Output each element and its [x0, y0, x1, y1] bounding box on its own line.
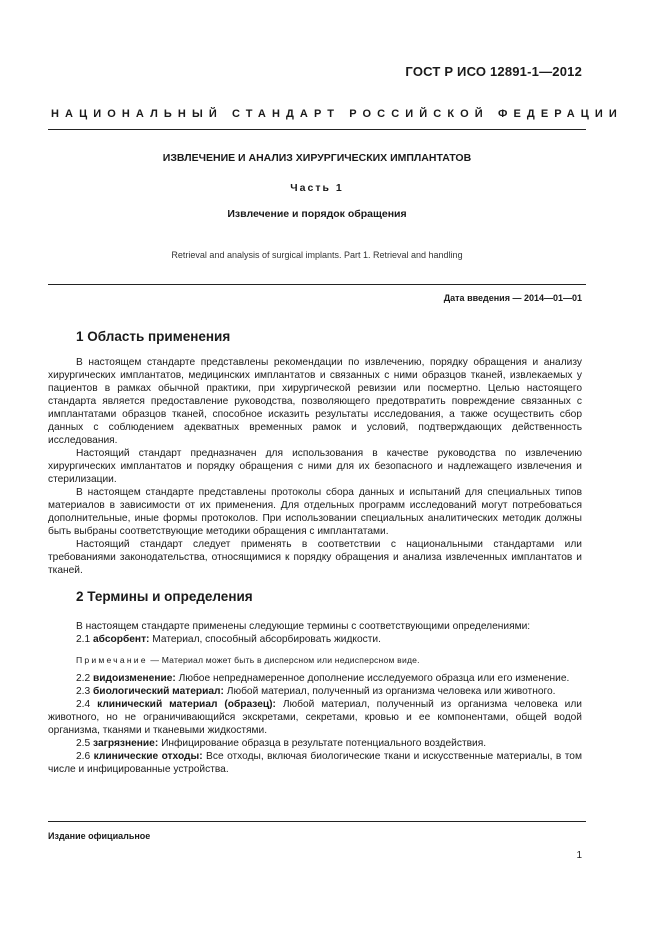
section1-paragraph: Настоящий стандарт предназначен для использования в качестве руководства по извлечению хирургических имплантатов и порядку обращения с ними для их безопасного и надлежащего извлечения и стерилизации.	[48, 448, 582, 485]
section2-body	[48, 620, 582, 776]
note-label: Примечание	[76, 655, 148, 665]
section1-body	[48, 356, 582, 577]
footer-divider	[48, 821, 586, 822]
note-text: — Материал может быть в дисперсном или недисперсном виде.	[147, 655, 420, 665]
term-definition: Материал, способный абсорбировать жидкости.	[149, 634, 381, 645]
term-name: биологический материал:	[93, 686, 224, 697]
term-name: абсорбент:	[93, 634, 150, 645]
term-item	[48, 672, 582, 685]
section1-paragraph: Настоящий стандарт следует применять в соответствии с национальными стандартами или требованиями законодательства, относящимися к порядку обращения и анализа извлеченных имплантатов и тканей.	[48, 539, 582, 576]
term-number: 2.5	[76, 738, 91, 749]
english-title: Retrieval and analysis of surgical implants. Part 1. Retrieval and handling	[171, 250, 463, 260]
intro-date: Дата введения — 2014—01—01	[443, 293, 582, 303]
term-definition: Любой материал, полученный из организма человека или животного, но не ограничивающийся экскретами, секретами, кровью и ее компонентами, общей водой организма, тканями и тканевыми жидкостями.	[48, 699, 583, 736]
term-name: видоизменение:	[93, 673, 176, 684]
term-item	[48, 737, 582, 750]
term-item	[48, 685, 582, 698]
top-divider	[48, 129, 586, 130]
page-number: 1	[576, 850, 582, 861]
term-item	[48, 633, 582, 646]
term-definition: Инфицирование образца в результате потенциального воздействия.	[158, 738, 487, 749]
note	[48, 654, 582, 667]
term-number: 2.2	[76, 673, 91, 684]
section1-paragraph: В настоящем стандарте представлены протоколы сбора данных и испытаний для специальных типов материалов в зависимости от их применения. Для отдельных программ исследований могут потребоваться дополнительные, иные формы протоколов. При использовании специальных аналитических методик должны быть выбраны соответствующие методики обращения с имплантатами.	[48, 487, 582, 537]
term-definition: Любое непреднамеренное дополнение исследуемого образца или его изменение.	[175, 673, 570, 684]
term-number: 2.6	[76, 751, 91, 762]
term-definition: Любой материал, полученный из организма человека или животного.	[223, 686, 556, 697]
term-name: клинический материал (образец):	[97, 699, 276, 710]
section1-paragraph: В настоящем стандарте представлены рекомендации по извлечению, порядку обращения и анализу хирургических имплантатов, медицинских имплантатов и связанных с ними образцов тканей, извлекаемых у пациентов в рамках обычной практики, при хирургической ревизии или посмертно. Целью настоящего стандарта является предоставление руководства, позволяющего предотвратить повреждение связанных с имплантатами образцов тканей, способное исказить результаты исследования, а также осуществить сбор данных с соблюдением адекватных временных рамок и условий, подтверждающих действенность исследования.	[48, 357, 582, 446]
term-number: 2.1	[76, 634, 91, 645]
term-item	[48, 698, 582, 737]
term-item	[48, 750, 582, 776]
term-number: 2.3	[76, 686, 91, 697]
term-definition: Все отходы, включая биологические ткани и искусственные материалы, в том числе и инфицированные устройства.	[48, 751, 582, 775]
edition-label: Издание официальное	[48, 831, 151, 841]
document-code: ГОСТ Р ИСО 12891-1—2012	[405, 64, 582, 79]
term-name: загрязнение:	[93, 738, 159, 749]
section1-heading: 1 Область применения	[76, 329, 231, 344]
main-title: ИЗВЛЕЧЕНИЕ И АНАЛИЗ ХИРУРГИЧЕСКИХ ИМПЛАНТАТОВ	[162, 152, 472, 164]
national-standard-banner: НАЦИОНАЛЬНЫЙ СТАНДАРТ РОССИЙСКОЙ ФЕДЕРАЦИИ	[51, 108, 623, 120]
title-divider	[48, 284, 586, 285]
section2-heading: 2 Термины и определения	[76, 589, 253, 604]
subtitle: Извлечение и порядок обращения	[227, 208, 407, 220]
part-title: Часть 1	[290, 182, 344, 194]
term-name: клинические отходы:	[93, 751, 203, 762]
section2-intro: В настоящем стандарте применены следующие термины с соответствующими определениями:	[76, 621, 531, 632]
term-number: 2.4	[76, 699, 91, 710]
